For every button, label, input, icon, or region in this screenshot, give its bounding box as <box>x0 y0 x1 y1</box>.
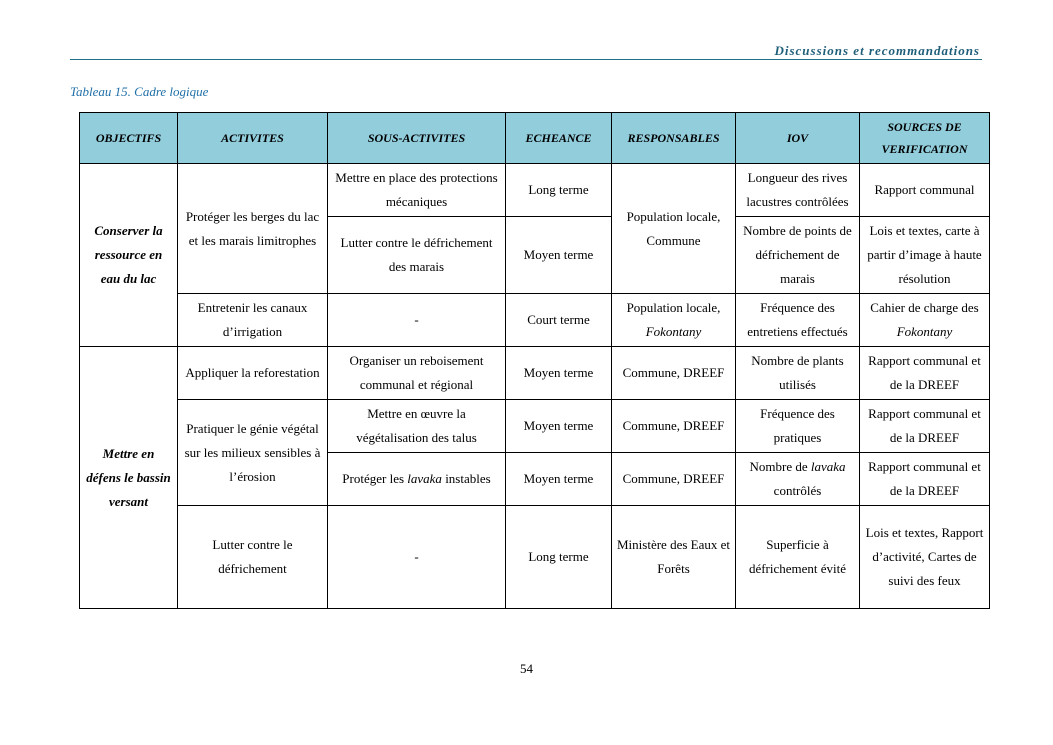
deadline-cell: Moyen terme <box>506 453 612 506</box>
sub-activity-cell: Lutter contre le défrichement des marais <box>328 217 506 294</box>
table-row <box>80 347 990 400</box>
responsible-cell: Ministère des Eaux et Forêts <box>612 506 736 609</box>
header-echeance: ECHEANCE <box>506 113 612 164</box>
source-text: Cahier de charge des <box>870 300 979 315</box>
source-cell: Rapport communal <box>860 164 990 217</box>
activity-cell: Pratiquer le génie végétal sur les milieux sensibles à l’érosion <box>178 400 328 506</box>
sub-activity-cell: - <box>328 294 506 347</box>
header-sous-activites: SOUS-ACTIVITES <box>328 113 506 164</box>
iov-cell: Nombre de points de défrichement de marais <box>736 217 860 294</box>
deadline-cell: Long terme <box>506 164 612 217</box>
table-caption: Tableau 15. Cadre logique <box>70 84 209 99</box>
iov-cell: Superficie à défrichement évité <box>736 506 860 609</box>
logical-framework-table <box>79 112 990 609</box>
objective-cell: Conserver la ressource en eau du lac <box>80 164 178 347</box>
sub-activity-cell <box>328 453 506 506</box>
deadline-cell: Long terme <box>506 506 612 609</box>
table-row <box>80 164 990 217</box>
deadline-cell: Moyen terme <box>506 347 612 400</box>
iov-cell <box>736 453 860 506</box>
sub-activity-text: Protéger les <box>342 471 405 486</box>
responsible-cell: Commune, DREEF <box>612 400 736 453</box>
source-cell: Lois et textes, carte à partir d’image à haute résolution <box>860 217 990 294</box>
deadline-cell: Moyen terme <box>506 217 612 294</box>
iov-cell: Fréquence des entretiens effectués <box>736 294 860 347</box>
iov-cell: Longueur des rives lacustres contrôlées <box>736 164 860 217</box>
sub-activity-emphasis: lavaka <box>407 471 442 486</box>
header-responsables: RESPONSABLES <box>612 113 736 164</box>
source-cell <box>860 294 990 347</box>
source-cell: Rapport communal et de la DREEF <box>860 400 990 453</box>
responsible-cell: Commune, DREEF <box>612 347 736 400</box>
responsible-cell: Population locale, Commune <box>612 164 736 294</box>
responsible-text: Population locale, <box>626 300 721 315</box>
table-row <box>80 506 990 609</box>
sub-activity-text-end: instables <box>445 471 491 486</box>
deadline-cell: Moyen terme <box>506 400 612 453</box>
iov-text: Nombre de <box>749 459 808 474</box>
sub-activity-cell: - <box>328 506 506 609</box>
responsible-cell: Commune, DREEF <box>612 453 736 506</box>
iov-text-end: contrôlés <box>773 483 822 498</box>
running-header <box>70 41 982 60</box>
sub-activity-cell: Mettre en place des protections mécaniques <box>328 164 506 217</box>
activity-cell: Entretenir les canaux d’irrigation <box>178 294 328 347</box>
sub-activity-cell: Organiser un reboisement communal et régional <box>328 347 506 400</box>
header-activites: ACTIVITES <box>178 113 328 164</box>
source-emphasis: Fokontany <box>896 324 953 339</box>
source-cell: Rapport communal et de la DREEF <box>860 453 990 506</box>
header-sources: SOURCES DE VERIFICATION <box>860 113 990 164</box>
activity-cell: Protéger les berges du lac et les marais limitrophes <box>178 164 328 294</box>
iov-cell: Fréquence des pratiques <box>736 400 860 453</box>
iov-emphasis: lavaka <box>810 459 846 474</box>
activity-cell: Appliquer la reforestation <box>178 347 328 400</box>
table-header-row <box>80 113 990 164</box>
sub-activity-cell: Mettre en œuvre la végétalisation des talus <box>328 400 506 453</box>
section-title: Discussions et recommandations <box>774 43 980 58</box>
deadline-cell: Court terme <box>506 294 612 347</box>
iov-cell: Nombre de plants utilisés <box>736 347 860 400</box>
activity-cell: Lutter contre le défrichement <box>178 506 328 609</box>
source-cell: Rapport communal et de la DREEF <box>860 347 990 400</box>
page-number: 54 <box>520 661 533 676</box>
responsible-emphasis: Fokontany <box>645 324 702 339</box>
table-row <box>80 294 990 347</box>
header-objectifs: OBJECTIFS <box>80 113 178 164</box>
responsible-cell <box>612 294 736 347</box>
table-row <box>80 400 990 453</box>
source-cell: Lois et textes, Rapport d’activité, Cartes de suivi des feux <box>860 506 990 609</box>
header-iov: IOV <box>736 113 860 164</box>
objective-cell: Mettre en défens le bassin versant <box>80 347 178 609</box>
